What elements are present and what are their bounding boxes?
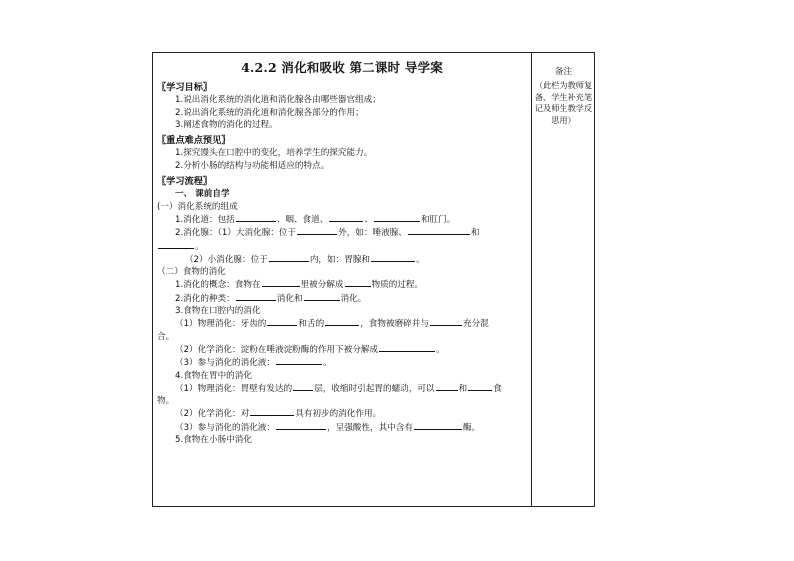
blank[interactable] <box>414 421 462 430</box>
blank[interactable] <box>374 213 420 222</box>
blank[interactable] <box>262 278 300 287</box>
key-item: 1.探究馒头在口腔中的变化，培养学生的探究能力。 <box>175 148 373 159</box>
blank[interactable] <box>276 356 322 365</box>
fill-line: （2）化学消化：淀粉在唾液淀粉酶的作用下被分解成 。 <box>175 344 445 355</box>
fill-line: （1）物理消化：胃壁有发达的 层，收缩时引起胃的蠕动，可以 和 食 <box>175 383 502 394</box>
blank[interactable] <box>293 382 313 391</box>
blank[interactable] <box>304 292 340 301</box>
goal-item: 1.说出消化系统的消化道和消化腺各由哪些器官组成； <box>175 95 381 106</box>
goals-heading: 〖学习目标〗 <box>157 82 213 93</box>
blank[interactable] <box>267 317 297 326</box>
blank[interactable] <box>297 226 337 235</box>
fill-line: 。 <box>157 240 527 253</box>
blank[interactable] <box>158 240 194 249</box>
fill-line: 2.消化的种类： 消化和 消化。 <box>175 293 367 304</box>
key-heading: 〖重点难点预见〗 <box>157 135 231 147</box>
fill-line: （2）化学消化：对 具有初步的消化作用。 <box>175 409 382 420</box>
blank[interactable] <box>436 382 458 391</box>
notes-title: 备注 <box>554 67 573 77</box>
text-line: 4.食物在胃中的消化 <box>175 370 252 381</box>
fill-line: 1.消化的概念：食物在 里被分解成 物质的过程。 <box>175 280 424 291</box>
fill-line: （2）小消化腺：位于 内，如：胃腺和 。 <box>185 254 425 265</box>
blank[interactable] <box>430 317 462 326</box>
blank[interactable] <box>325 317 359 326</box>
key-item: 2.分析小肠的结构与功能相适应的特点。 <box>175 160 330 171</box>
section-composition: (一）消化系统的组成 <box>157 201 238 212</box>
goal-item: 3.阐述食物的消化的过程。 <box>175 119 278 130</box>
goal-item: 2.说出消化系统的消化道和消化腺各部分的作用； <box>175 107 364 118</box>
blank[interactable] <box>408 226 470 235</box>
blank[interactable] <box>250 407 294 416</box>
notes-description: （此栏为教师复备、学生补充笔记及师生教学反思用） <box>534 80 593 125</box>
process-subheading: 一、 课前自学 <box>175 189 230 200</box>
text-line: 物。 <box>157 396 175 407</box>
main-column <box>157 56 527 446</box>
fill-line: （3）参与消化的消化液： 。 <box>175 358 332 369</box>
process-heading: 〖学习流程〗 <box>157 176 213 188</box>
document-title: 4.2.2 消化和吸收 第二课时 导学案 <box>241 60 443 75</box>
blank[interactable] <box>345 278 371 287</box>
text-line: 合。 <box>157 331 175 342</box>
blank[interactable] <box>371 253 415 262</box>
blank[interactable] <box>276 421 326 430</box>
fill-line: 1.消化道：包括 、咽、食道、 、 和肛门。 <box>175 214 456 225</box>
text-line: 5.食物在小肠中消化 <box>175 435 252 446</box>
blank[interactable] <box>236 292 276 301</box>
blank[interactable] <box>468 382 492 391</box>
blank[interactable] <box>236 213 276 222</box>
section-digestion: （二）食物的消化 <box>157 267 226 278</box>
blank[interactable] <box>269 253 309 262</box>
fill-line: 2.消化腺：（1）大消化腺：位于 外，如：唾液腺、 和 <box>175 228 480 239</box>
blank[interactable] <box>329 213 363 222</box>
fill-line: （3）参与消化的消化液： ，呈强酸性，其中含有 酶。 <box>175 422 481 433</box>
blank[interactable] <box>379 343 435 352</box>
column-divider <box>531 52 532 507</box>
text-line: 3.食物在口腔内的消化 <box>175 306 261 317</box>
fill-line: （1）物理消化：牙齿的 和舌的 ，食物被磨碎并与 充分混 <box>175 319 489 330</box>
notes-column <box>533 66 594 126</box>
